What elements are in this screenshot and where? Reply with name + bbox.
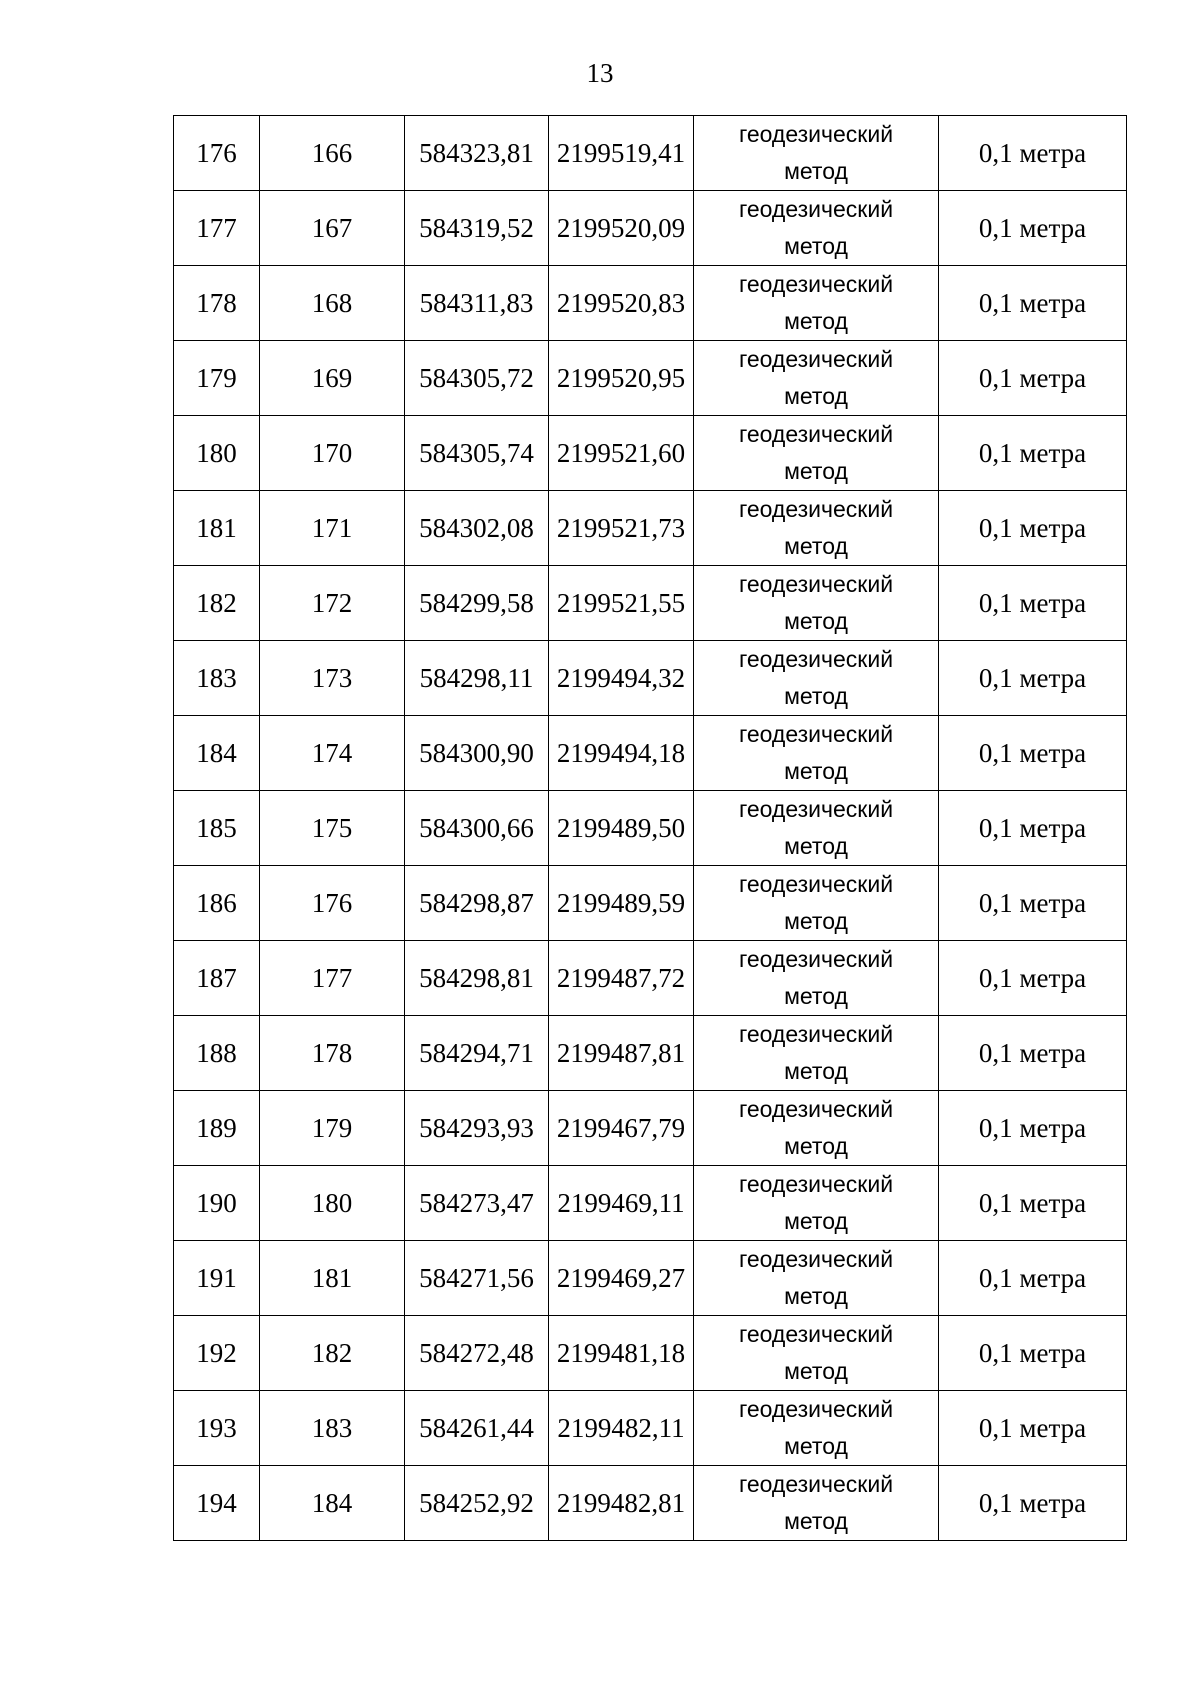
y-coordinate-cell: 2199467,79 <box>549 1091 694 1166</box>
method-line: геодезический <box>738 1096 894 1122</box>
accuracy-cell: 0,1 метра <box>939 1166 1127 1241</box>
row-number-cell: 188 <box>174 1016 260 1091</box>
row-number-cell: 186 <box>174 866 260 941</box>
method-line: метод <box>784 1433 848 1459</box>
method-cell <box>694 191 939 266</box>
x-coordinate-cell: 584300,66 <box>405 791 549 866</box>
method-line: метод <box>784 383 848 409</box>
point-number-cell: 175 <box>260 791 405 866</box>
method-line: метод <box>784 908 848 934</box>
coordinates-table-body <box>174 116 1127 1541</box>
point-number-cell: 169 <box>260 341 405 416</box>
method-line: геодезический <box>738 1321 894 1347</box>
method-cell <box>694 491 939 566</box>
point-number-cell: 170 <box>260 416 405 491</box>
table-row <box>174 1166 1127 1241</box>
point-number-cell: 174 <box>260 716 405 791</box>
accuracy-cell: 0,1 метра <box>939 566 1127 641</box>
page-number: 13 <box>586 58 614 88</box>
method-line: геодезический <box>738 346 894 372</box>
x-coordinate-cell: 584293,93 <box>405 1091 549 1166</box>
method-line: геодезический <box>738 946 894 972</box>
method-line: геодезический <box>738 121 894 147</box>
method-line: метод <box>784 1133 848 1159</box>
method-cell <box>694 1091 939 1166</box>
accuracy-cell: 0,1 метра <box>939 1391 1127 1466</box>
point-number-cell: 167 <box>260 191 405 266</box>
row-number-cell: 194 <box>174 1466 260 1541</box>
row-number-cell: 178 <box>174 266 260 341</box>
method-line: метод <box>784 233 848 259</box>
accuracy-cell: 0,1 метра <box>939 1466 1127 1541</box>
coordinates-table <box>173 115 1127 1541</box>
method-line: геодезический <box>738 1171 894 1197</box>
method-line: геодезический <box>738 421 894 447</box>
accuracy-cell: 0,1 метра <box>939 341 1127 416</box>
method-line: метод <box>784 158 848 184</box>
x-coordinate-cell: 584300,90 <box>405 716 549 791</box>
method-line: метод <box>784 608 848 634</box>
method-line: метод <box>784 683 848 709</box>
x-coordinate-cell: 584298,81 <box>405 941 549 1016</box>
method-line: метод <box>784 533 848 559</box>
accuracy-cell: 0,1 метра <box>939 116 1127 191</box>
table-row <box>174 266 1127 341</box>
method-cell <box>694 1016 939 1091</box>
point-number-cell: 183 <box>260 1391 405 1466</box>
method-cell <box>694 941 939 1016</box>
point-number-cell: 181 <box>260 1241 405 1316</box>
x-coordinate-cell: 584302,08 <box>405 491 549 566</box>
y-coordinate-cell: 2199487,81 <box>549 1016 694 1091</box>
y-coordinate-cell: 2199494,32 <box>549 641 694 716</box>
accuracy-cell: 0,1 метра <box>939 716 1127 791</box>
method-cell <box>694 641 939 716</box>
table-row <box>174 191 1127 266</box>
point-number-cell: 176 <box>260 866 405 941</box>
row-number-cell: 180 <box>174 416 260 491</box>
y-coordinate-cell: 2199487,72 <box>549 941 694 1016</box>
method-cell <box>694 341 939 416</box>
method-cell <box>694 1391 939 1466</box>
table-row <box>174 341 1127 416</box>
accuracy-cell: 0,1 метра <box>939 641 1127 716</box>
method-line: геодезический <box>738 1396 894 1422</box>
accuracy-cell: 0,1 метра <box>939 941 1127 1016</box>
point-number-cell: 180 <box>260 1166 405 1241</box>
row-number-cell: 176 <box>174 116 260 191</box>
row-number-cell: 192 <box>174 1316 260 1391</box>
y-coordinate-cell: 2199520,95 <box>549 341 694 416</box>
table-row <box>174 1466 1127 1541</box>
method-line: геодезический <box>738 721 894 747</box>
row-number-cell: 182 <box>174 566 260 641</box>
method-cell <box>694 1316 939 1391</box>
table-row <box>174 941 1127 1016</box>
table-row <box>174 1091 1127 1166</box>
y-coordinate-cell: 2199469,27 <box>549 1241 694 1316</box>
table-row <box>174 566 1127 641</box>
accuracy-cell: 0,1 метра <box>939 791 1127 866</box>
row-number-cell: 187 <box>174 941 260 1016</box>
table-row <box>174 491 1127 566</box>
table-row <box>174 1391 1127 1466</box>
method-line: метод <box>784 983 848 1009</box>
method-cell <box>694 566 939 641</box>
y-coordinate-cell: 2199520,09 <box>549 191 694 266</box>
method-line: геодезический <box>738 196 894 222</box>
row-number-cell: 179 <box>174 341 260 416</box>
y-coordinate-cell: 2199521,73 <box>549 491 694 566</box>
x-coordinate-cell: 584311,83 <box>405 266 549 341</box>
method-cell <box>694 1466 939 1541</box>
table-row <box>174 1241 1127 1316</box>
method-line: метод <box>784 1208 848 1234</box>
x-coordinate-cell: 584305,74 <box>405 416 549 491</box>
method-cell <box>694 791 939 866</box>
method-line: геодезический <box>738 1246 894 1272</box>
method-line: метод <box>784 1283 848 1309</box>
table-row <box>174 791 1127 866</box>
row-number-cell: 191 <box>174 1241 260 1316</box>
row-number-cell: 177 <box>174 191 260 266</box>
table-row <box>174 716 1127 791</box>
row-number-cell: 183 <box>174 641 260 716</box>
point-number-cell: 171 <box>260 491 405 566</box>
method-line: метод <box>784 1058 848 1084</box>
method-cell <box>694 716 939 791</box>
point-number-cell: 166 <box>260 116 405 191</box>
y-coordinate-cell: 2199519,41 <box>549 116 694 191</box>
x-coordinate-cell: 584299,58 <box>405 566 549 641</box>
method-line: геодезический <box>738 496 894 522</box>
y-coordinate-cell: 2199521,60 <box>549 416 694 491</box>
accuracy-cell: 0,1 метра <box>939 266 1127 341</box>
method-cell <box>694 1241 939 1316</box>
accuracy-cell: 0,1 метра <box>939 191 1127 266</box>
table-row <box>174 416 1127 491</box>
method-line: метод <box>784 1358 848 1384</box>
method-line: геодезический <box>738 871 894 897</box>
method-line: геодезический <box>738 571 894 597</box>
table-row <box>174 1316 1127 1391</box>
row-number-cell: 189 <box>174 1091 260 1166</box>
method-line: геодезический <box>738 646 894 672</box>
table-row <box>174 1016 1127 1091</box>
method-line: метод <box>784 458 848 484</box>
row-number-cell: 190 <box>174 1166 260 1241</box>
x-coordinate-cell: 584273,47 <box>405 1166 549 1241</box>
point-number-cell: 172 <box>260 566 405 641</box>
point-number-cell: 179 <box>260 1091 405 1166</box>
point-number-cell: 178 <box>260 1016 405 1091</box>
x-coordinate-cell: 584298,11 <box>405 641 549 716</box>
point-number-cell: 182 <box>260 1316 405 1391</box>
row-number-cell: 184 <box>174 716 260 791</box>
y-coordinate-cell: 2199482,81 <box>549 1466 694 1541</box>
x-coordinate-cell: 584252,92 <box>405 1466 549 1541</box>
y-coordinate-cell: 2199494,18 <box>549 716 694 791</box>
x-coordinate-cell: 584323,81 <box>405 116 549 191</box>
row-number-cell: 181 <box>174 491 260 566</box>
method-line: геодезический <box>738 271 894 297</box>
table-row <box>174 116 1127 191</box>
point-number-cell: 184 <box>260 1466 405 1541</box>
method-cell <box>694 116 939 191</box>
y-coordinate-cell: 2199482,11 <box>549 1391 694 1466</box>
y-coordinate-cell: 2199489,50 <box>549 791 694 866</box>
x-coordinate-cell: 584319,52 <box>405 191 549 266</box>
accuracy-cell: 0,1 метра <box>939 1316 1127 1391</box>
accuracy-cell: 0,1 метра <box>939 1241 1127 1316</box>
accuracy-cell: 0,1 метра <box>939 1091 1127 1166</box>
table-row <box>174 866 1127 941</box>
x-coordinate-cell: 584298,87 <box>405 866 549 941</box>
method-cell <box>694 866 939 941</box>
method-cell <box>694 416 939 491</box>
method-line: метод <box>784 1508 848 1534</box>
method-cell <box>694 266 939 341</box>
y-coordinate-cell: 2199520,83 <box>549 266 694 341</box>
row-number-cell: 193 <box>174 1391 260 1466</box>
point-number-cell: 177 <box>260 941 405 1016</box>
y-coordinate-cell: 2199489,59 <box>549 866 694 941</box>
x-coordinate-cell: 584294,71 <box>405 1016 549 1091</box>
x-coordinate-cell: 584261,44 <box>405 1391 549 1466</box>
row-number-cell: 185 <box>174 791 260 866</box>
method-line: метод <box>784 308 848 334</box>
y-coordinate-cell: 2199521,55 <box>549 566 694 641</box>
accuracy-cell: 0,1 метра <box>939 866 1127 941</box>
method-line: геодезический <box>738 1471 894 1497</box>
y-coordinate-cell: 2199469,11 <box>549 1166 694 1241</box>
y-coordinate-cell: 2199481,18 <box>549 1316 694 1391</box>
accuracy-cell: 0,1 метра <box>939 1016 1127 1091</box>
table-row <box>174 641 1127 716</box>
accuracy-cell: 0,1 метра <box>939 491 1127 566</box>
method-line: геодезический <box>738 1021 894 1047</box>
point-number-cell: 173 <box>260 641 405 716</box>
x-coordinate-cell: 584271,56 <box>405 1241 549 1316</box>
method-line: метод <box>784 758 848 784</box>
method-cell <box>694 1166 939 1241</box>
accuracy-cell: 0,1 метра <box>939 416 1127 491</box>
x-coordinate-cell: 584272,48 <box>405 1316 549 1391</box>
method-line: геодезический <box>738 796 894 822</box>
x-coordinate-cell: 584305,72 <box>405 341 549 416</box>
method-line: метод <box>784 833 848 859</box>
point-number-cell: 168 <box>260 266 405 341</box>
